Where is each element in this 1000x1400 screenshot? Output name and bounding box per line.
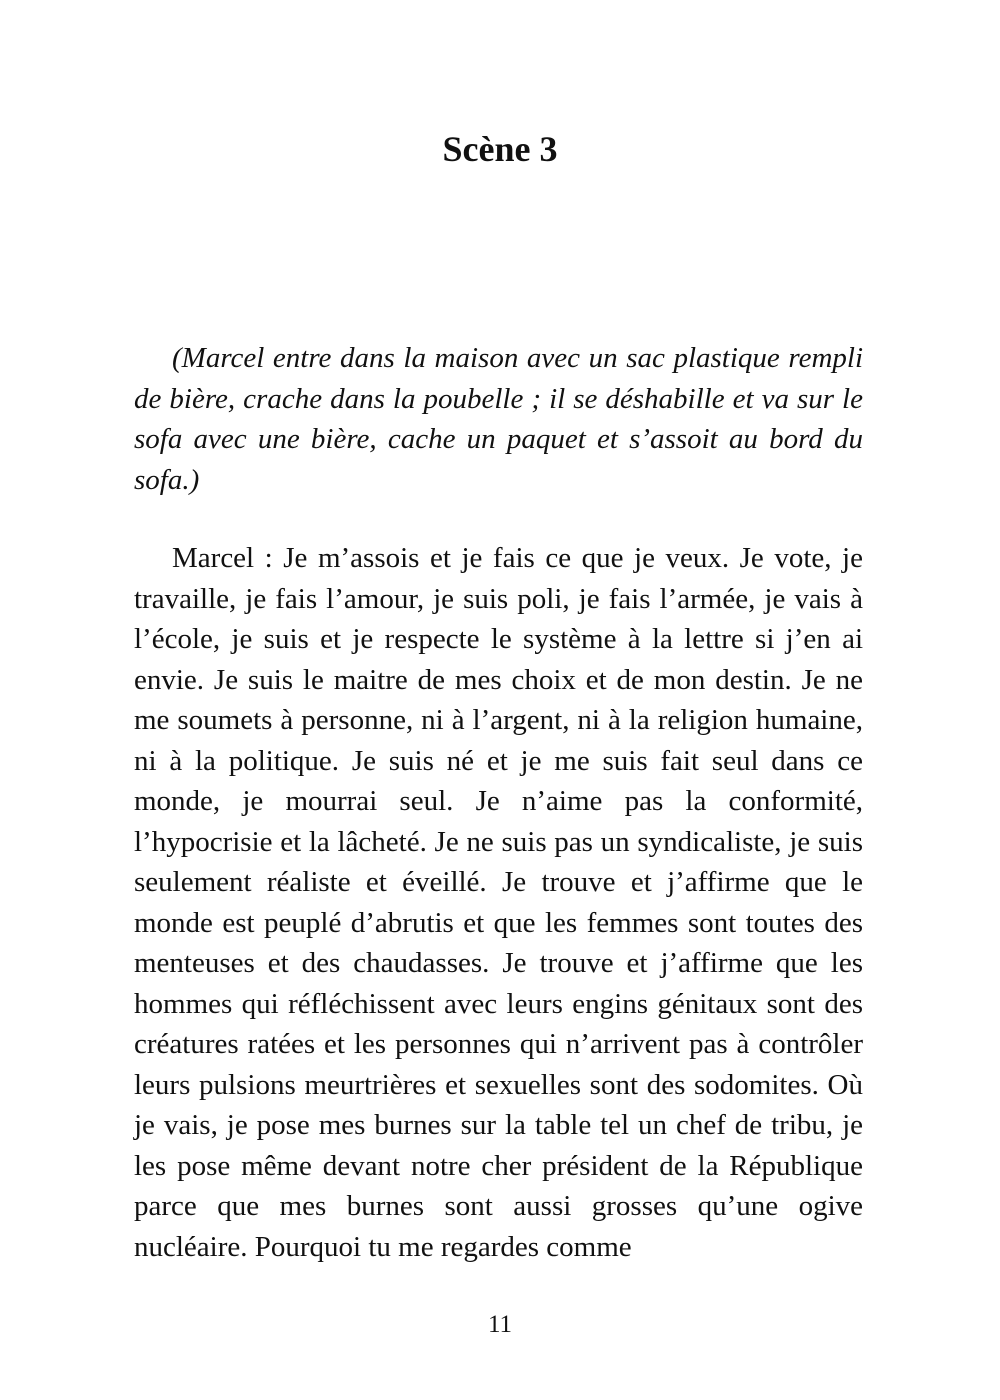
dialogue-paragraph: Marcel : Je m’assois et je fais ce que je veux. Je vote, je travaille, je fais l’amour, je suis poli, je fais l’armée, je vais à l’école, je suis et je respecte le système à la lettre si j’en ai envie. Je suis le maitre de mes choix et de mon destin. Je ne me soumets à personne, ni à l’argent, ni à la religion humaine, ni à la politique. Je suis né et je me suis fait seul dans ce monde, je mourrai seul. Je n’aime pas la conformité, l’hypocrisie et la lâcheté. Je ne suis pas un syndicaliste, je suis seulement réaliste et éveillé. Je trouve et j’affirme que le monde est peuplé d’abrutis et que les femmes sont toutes des menteuses et des chaudasses. Je trouve et j’affirme que les hommes qui réfléchissent avec leurs engins génitaux sont des créatures ratées et les personnes qui n’arrivent pas à contrôler leurs pulsions meurtrières et sexuelles sont des sodomites. Où je vais, je pose mes burnes sur la table tel un chef de tribu, je les pose même devant notre cher président de la République parce que mes burnes sont aussi grosses qu’une ogive nucléaire. Pourquoi tu me regardes comme	[134, 542, 863, 1263]
scene-title: Scène 3	[442, 129, 558, 169]
stage-direction: (Marcel entre dans la maison avec un sac plastique rempli de bière, crache dans la poubelle ; il se déshabille et va sur le sofa avec une bière, cache un paquet et s’assoit au bord du sofa.)	[134, 342, 863, 496]
page-number: 11	[487, 1311, 513, 1338]
